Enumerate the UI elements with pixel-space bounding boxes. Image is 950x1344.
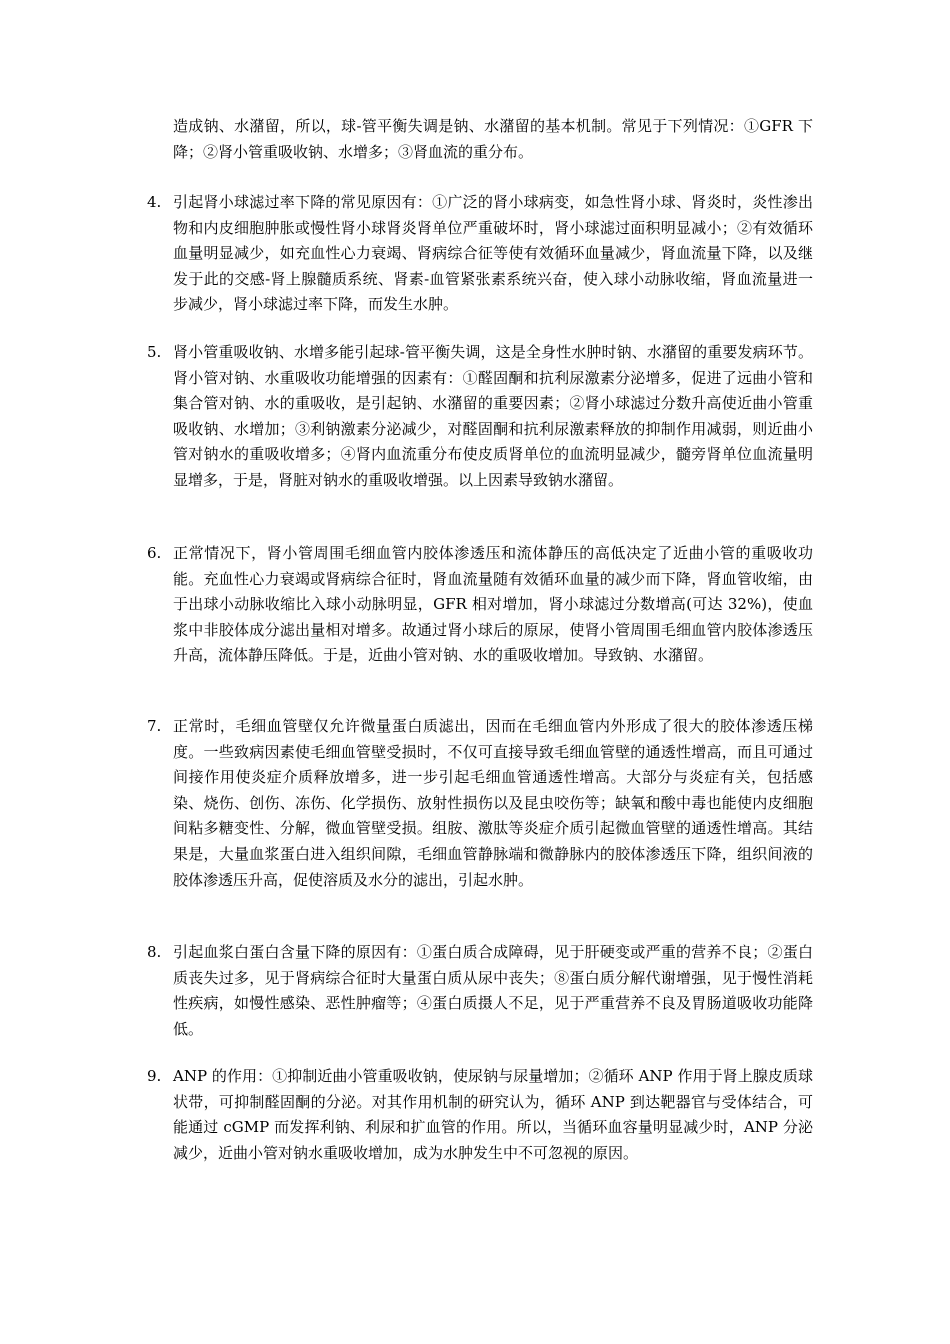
item-number: 9. xyxy=(147,1067,162,1085)
list-item-6 xyxy=(147,541,813,669)
item-number: 5. xyxy=(147,343,162,361)
list-item-8 xyxy=(147,940,813,1042)
item-number: 6. xyxy=(147,544,162,562)
list-item-7 xyxy=(147,714,813,893)
item-text: ANP 的作用：①抑制近曲小管重吸收钠，使尿钠与尿量增加；②循环 ANP 作用于肾上腺皮质球状带，可抑制醛固酮的分泌。对其作用机制的研究认为，循环 ANP 到达靶器官与受体结合，可能通过 cGMP 而发挥利钠、利尿和扩血管的作用。所以，当循环血容量明显减少时，ANP 分泌减少，近曲小管对钠水重吸收增加，成为水肿发生中不可忽视的原因。 xyxy=(173,1067,813,1162)
list-item-4 xyxy=(147,190,813,318)
item-text: 正常时，毛细血管壁仅允许微量蛋白质滤出，因而在毛细血管内外形成了很大的胶体渗透压梯度。一些致病因素使毛细血管壁受损时，不仅可直接导致毛细血管壁的通透性增高，而且可通过间接作用使炎症介质释放增多，进一步引起毛细血管通透性增高。大部分与炎症有关，包括感染、烧伤、创伤、冻伤、化学损伤、放射性损伤以及昆虫咬伤等；缺氧和酸中毒也能使内皮细胞间粘多糖变性、分解，微血管壁受损。组胺、激肽等炎症介质引起微血管壁的通透性增高。其结果是，大量血浆蛋白进入组织间隙，毛细血管静脉端和微静脉内的胶体渗透压下降，组织间液的胶体渗透压升高，促使溶质及水分的滤出，引起水肿。 xyxy=(173,717,813,889)
item-number: 4. xyxy=(147,193,162,211)
item-number: 8. xyxy=(147,943,162,961)
item-text: 引起血浆白蛋白含量下降的原因有：①蛋白质合成障碍，见于肝硬变或严重的营养不良；②蛋白质丧失过多，见于肾病综合征时大量蛋白质从尿中丧失；⑧蛋白质分解代谢增强，见于慢性消耗性疾病，如慢性感染、恶性肿瘤等；④蛋白质摄人不足，见于严重营养不良及胃肠道吸收功能降低。 xyxy=(173,943,813,1038)
continuation-paragraph: 造成钠、水潴留，所以，球-管平衡失调是钠、水潴留的基本机制。常见于下列情况：①GFR 下降；②肾小管重吸收钠、水增多；③肾血流的重分布。 xyxy=(173,117,813,161)
list-item-9 xyxy=(147,1064,813,1166)
item-text: 引起肾小球滤过率下降的常见原因有：①广泛的肾小球病变，如急性肾小球、肾炎时，炎性渗出物和内皮细胞肿胀或慢性肾小球肾炎肾单位严重破坏时，肾小球滤过面积明显减小；②有效循环血量明显减少，如充血性心力衰竭、肾病综合征等使有效循环血量减少，肾血流量下降，以及继发于此的交感-肾上腺髓质系统、肾素-血管紧张素系统兴奋，使入球小动脉收缩，肾血流量进一步减少，肾小球滤过率下降，而发生水肿。 xyxy=(173,193,813,314)
item-text: 肾小管重吸收钠、水增多能引起球-管平衡失调，这是全身性水肿时钠、水潴留的重要发病环节。肾小管对钠、水重吸收功能增强的因素有：①醛固酮和抗利尿激素分泌增多，促进了远曲小管和集合管对钠、水的重吸收，是引起钠、水潴留的重要因素；②肾小球滤过分数升高使近曲小管重吸收钠、水增加；③利钠激素分泌减少，对醛固酮和抗利尿激素释放的抑制作用减弱，则近曲小管对钠水的重吸收增多；④肾内血流重分布使皮质肾单位的血流明显减少，髓旁肾单位血流量明显增多，于是，肾脏对钠水的重吸收增强。以上因素导致钠水潴留。 xyxy=(173,343,813,489)
item-text: 正常情况下，肾小管周围毛细血管内胶体渗透压和流体静压的高低决定了近曲小管的重吸收功能。充血性心力衰竭或肾病综合征时，肾血流量随有效循环血量的减少而下降，肾血管收缩，由于出球小动脉收缩比入球小动脉明显，GFR 相对增加，肾小球滤过分数增高(可达 32%)，使血浆中非胶体成分滤出量相对增多。故通过肾小球后的原尿，使肾小管周围毛细血管内胶体渗透压升高，流体静压降低。于是，近曲小管对钠、水的重吸收增加。导致钠、水潴留。 xyxy=(173,544,813,665)
list-item-5 xyxy=(147,340,813,494)
item-number: 7. xyxy=(147,717,162,735)
